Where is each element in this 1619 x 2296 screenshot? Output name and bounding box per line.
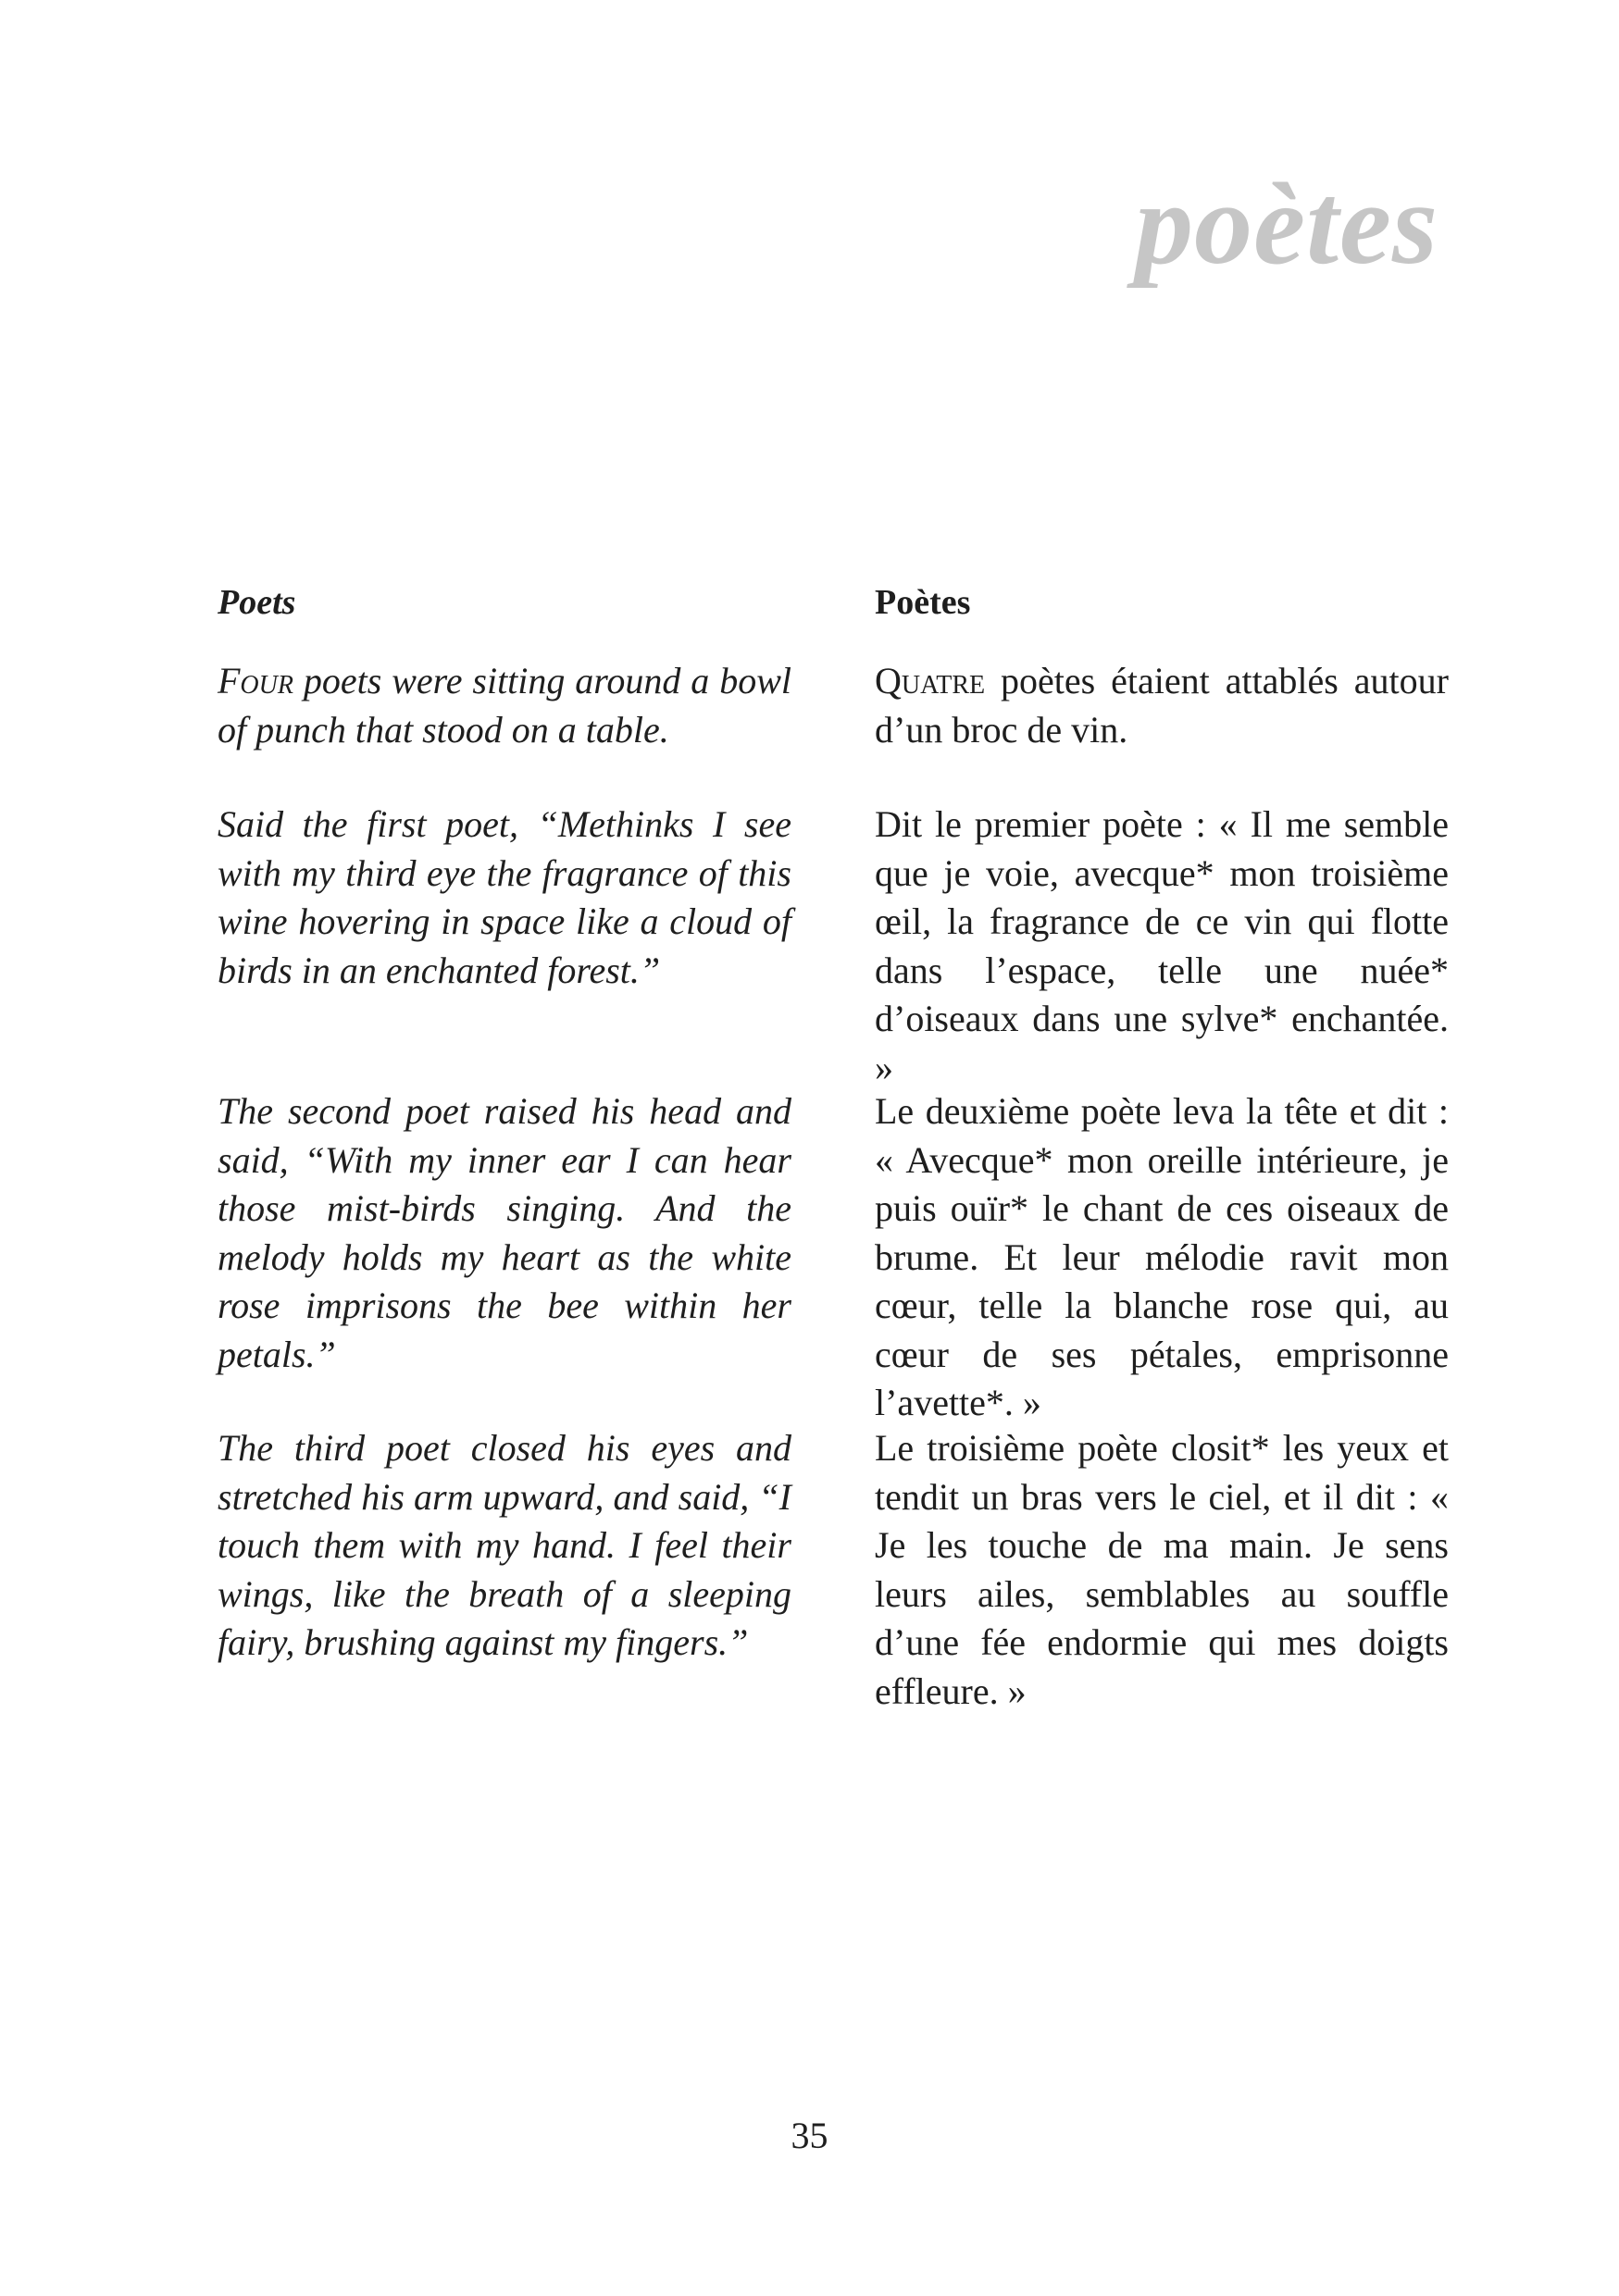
english-paragraph-1 (218, 657, 791, 754)
french-paragraph-3: Le deuxième poète leva la tête et dit : « Avecque* mon oreille intérieure, je puis ouïr* le chant de ces oiseaux de brume. Et leur mélodie ravit mon cœur, telle la blanche rose qui, au cœur de ses pétales, emprisonne l’avette*. » (875, 1090, 1449, 1423)
english-paragraph-4: The third poet closed his eyes and stretched his arm upward, and said, “I touch them with my hand. I feel their wings, like the breath of a sleeping fairy, brushing against my fingers.” (218, 1427, 791, 1663)
english-paragraph-1-text: poets were sitting around a bowl of punch that stood on a table. (218, 660, 791, 751)
page-number: 35 (791, 2115, 828, 2156)
french-paragraph-4: Le troisième poète closit* les yeux et tendit un bras vers le ciel, et il dit : « Je les touche de ma main. Je sens leurs ailes, semblables au souffle d’une fée endormie qui mes doigts effleure. » (875, 1427, 1449, 1712)
english-paragraph-1-lead: Four (218, 660, 293, 701)
french-paragraph-1 (875, 657, 1449, 754)
french-column (875, 578, 1449, 1712)
french-paragraph-1-lead: Quatre (875, 660, 986, 701)
english-paragraph-2: Said the first poet, “Methinks I see with my third eye the fragrance of this wine hovering in space like a cloud of birds in an enchanted forest.” (218, 803, 791, 991)
french-paragraph-2: Dit le premier poète : « Il me semble que je voie, avecque* mon troisième œil, la fragrance de ce vin qui flotte dans l’espace, telle une nuée* d’oiseaux dans une sylve* enchantée. » (875, 803, 1449, 1088)
french-paragraph-1-text: poètes étaient attablés autour d’un broc de vin. (875, 660, 1449, 751)
running-title: poètes (1135, 160, 1438, 289)
english-column (218, 578, 791, 1663)
french-heading: Poètes (875, 583, 971, 622)
english-paragraph-3: The second poet raised his head and said, “With my inner ear I can hear those mist-birds singing. And the melody holds my heart as the white rose imprisons the bee within her petals.” (218, 1090, 791, 1375)
english-heading: Poets (218, 583, 296, 622)
